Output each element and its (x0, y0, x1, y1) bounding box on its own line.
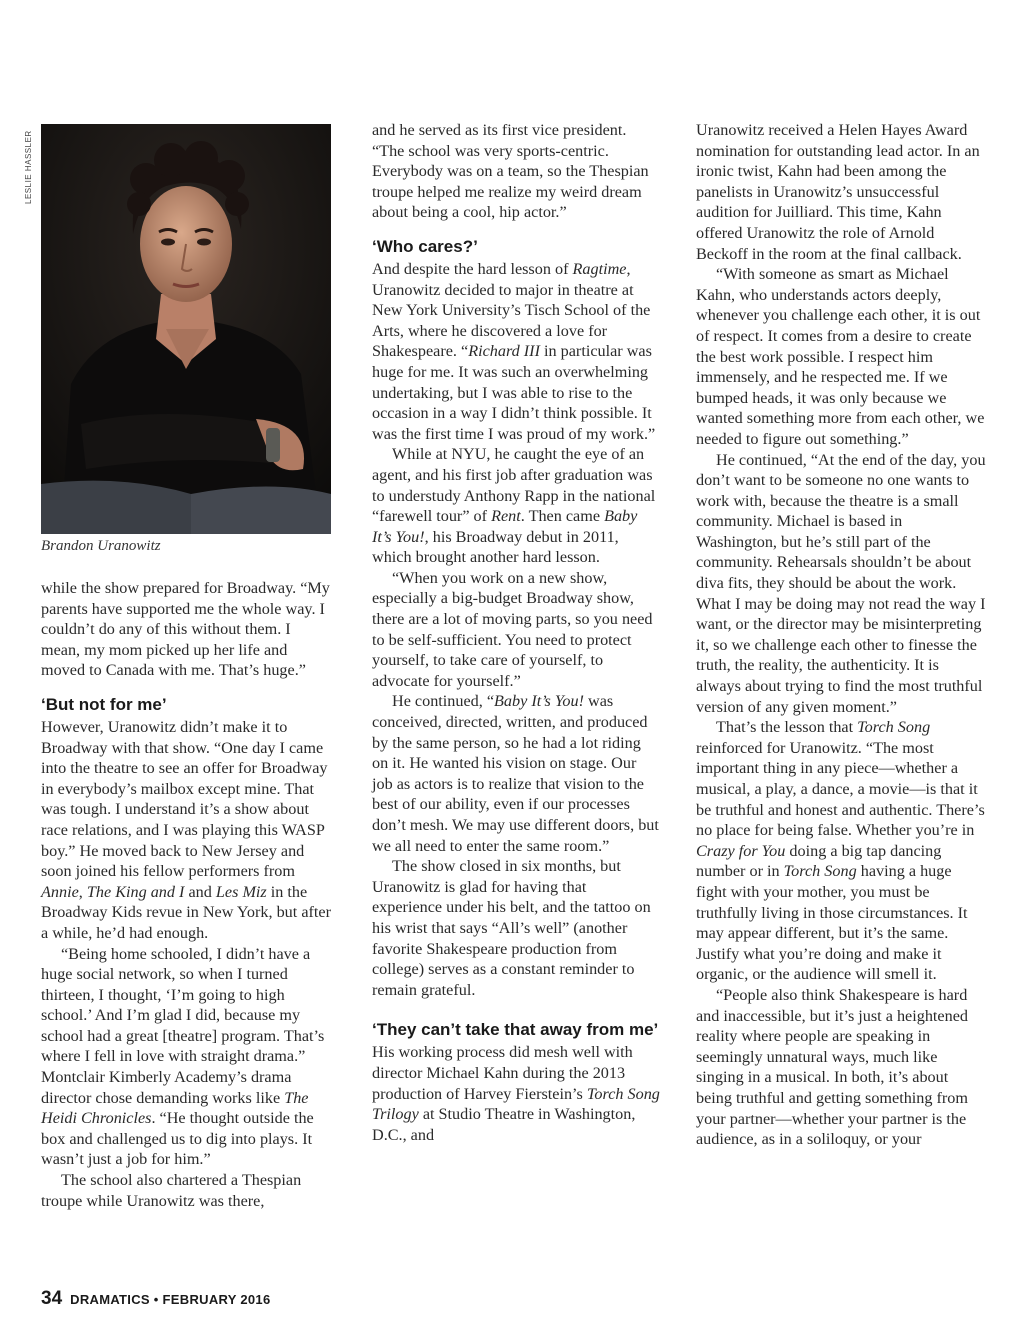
paragraph: However, Uranowitz didn’t make it to Broadway with that show. “One day I came into the theatre to see an offer for Broadway in everybody’s mailbox except mine. That was tough. I understand it’s a show about race relations, and I was playing this WASP boy.” He moved back to New Jersey and soon joined his fellow performers from Annie, The King and I and Les Miz in the Broadway Kids revue in New York, but after a while, he’d had enough. (41, 717, 331, 942)
paragraph: “Being home schooled, I didn’t have a huge social network, so when I turned thirteen, I thought, ‘I’m going to high school.’ And I’m glad I did, because my school had a great [theatre] program. That’s where I fell in love with straight drama.” Montclair Kimberly Academy’s drama director chose demanding works like The Heidi Chronicles. “He thought outside the box and challenged us to dig into plays. It wasn’t just a job for him.” (41, 944, 325, 1169)
section-heading: ‘They can’t take that away from me’ (372, 1020, 659, 1040)
publication-line: DRAMATICS • FEBRUARY 2016 (70, 1292, 271, 1307)
portrait-photo (41, 124, 331, 534)
photo-credit: LESLIE HASSLER (24, 130, 33, 204)
paragraph: while the show prepared for Broadway. “My parents have supported me the whole way. I couldn’t do any of this without them. I mean, my mom picked up her life and moved to Canada with me. That’s huge.” (41, 579, 330, 680)
article-column-1 (41, 578, 331, 1211)
paragraph: His working process did mesh well with director Michael Kahn during the 2013 production of Harvey Fierstein’s Torch Song Trilogy at Studio Theatre in Washington, D.C., and (372, 1043, 660, 1144)
paragraph: While at NYU, he caught the eye of an agent, and his first job after graduation was to understudy Anthony Rapp in the national “farewell tour” of Rent. Then came Baby It’s You!, his Broadway debut in 2011, which brought another hard lesson. (372, 445, 656, 567)
paragraph: He continued, “At the end of the day, you don’t want to be someone no one wants to work with, because the theatre is a small community. Michael is based in Washington, but he’s still part of the community. Rehearsals shouldn’t be about diva fits, they should be about the work. What I may be doing may not read the way I want, or the director may be misinterpreting it, so we challenge each other to finesse the truth, the reality, the authenticity. It is always about trying to find the most truthful version of any given moment.” (696, 450, 986, 716)
section-heading: ‘Who cares?’ (372, 236, 478, 256)
paragraph: “With someone as smart as Michael Kahn, who understands actors deeply, whenever you challenge each other, it is out of respect. It comes from a desire to create the best work possible. I respect him immensely, and he respected me. If we bumped heads, it was only because we wanted something more from each other, we needed to figure out something.” (696, 265, 985, 448)
article-column-3 (696, 120, 986, 1150)
paragraph: The show closed in six months, but Uranowitz is glad for having that experience under his belt, and the tattoo on his wrist that says “All’s well” (another favorite Shakespeare production from college) serves as a constant reminder to remain grateful. (372, 857, 651, 999)
paragraph: And despite the hard lesson of Ragtime, Uranowitz decided to major in theatre at New York University’s Tisch School of the Arts, where he discovered a love for Shakespeare. “Richard III in particular was huge for me. It was such an overwhelming undertaking, but I was able to rise to the occasion in a way I didn’t think possible. It was the first time I was proud of my work.” (372, 259, 656, 443)
section-heading: ‘But not for me’ (41, 694, 167, 714)
paragraph: That’s the lesson that Torch Song reinforced for Uranowitz. “The most important thing in any piece—whether a musical, a play, a dance, a movie—is that it be truthful and honest and authentic. There’s no place for being false. Whether you’re in Crazy for You doing a big tap dancing number or in Torch Song having a huge fight with your mother, you must be truthfully living in those circumstances. It may appear different, but it’s the same. Justify what you’re doing and make it organic, or the audience will smell it. (696, 718, 985, 984)
paragraph: “People also think Shakespeare is hard and inaccessible, but it’s just a heightened reality where people are speaking in seemingly unnatural ways, much like singing in a musical. In both, it’s about being truthful and getting something from your partner—whether your partner is the audience, as in a soliloquy, or your (696, 985, 968, 1149)
paragraph: “When you work on a new show, especially a big-budget Broadway show, there are a lot of moving parts, so you need to be self-sufficient. You need to protect yourself, to take care of yourself, to advocate for yourself.” (372, 568, 653, 690)
page-footer (41, 1288, 270, 1310)
paragraph: He continued, “Baby It’s You! was conceived, directed, written, and produced by the same person, so he had a lot riding on it. He wanted his vision on stage. Our job as actors is to realize that vision to the best of our ability, even if our processes don’t mesh. We may use different doors, but we all need to enter the same room.” (372, 692, 659, 855)
portrait-illustration (41, 124, 331, 534)
page-number: 34 (41, 1288, 63, 1309)
paragraph: and he served as its first vice president. “The school was very sports-centric. Everybody was on a team, so the Thespian troupe helped me realize my weird dream about being a cool, hip actor.” (372, 121, 649, 222)
paragraph: Uranowitz received a Helen Hayes Award nomination for outstanding lead actor. In an ironic twist, Kahn had been among the panelists in Uranowitz’s unsuccessful audition for Juilliard. This time, Kahn offered Uranowitz the role of Arnold Beckoff in the room at the final callback. (696, 121, 980, 263)
photo-caption: Brandon Uranowitz (41, 538, 161, 554)
article-column-2 (372, 120, 660, 1145)
paragraph: The school also chartered a Thespian troupe while Uranowitz was there, (41, 1171, 302, 1210)
